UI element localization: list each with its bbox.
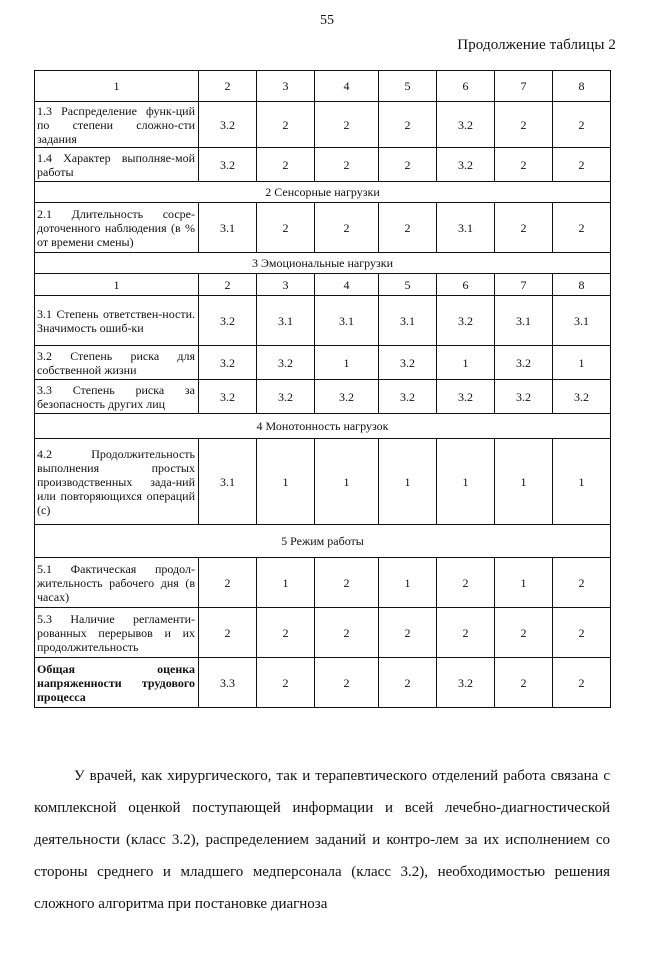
criterion-cell: 3.1 Степень ответствен-ности. Значимость ошиб-ки: [35, 296, 199, 346]
value-cell: 2: [315, 203, 379, 253]
header-cell: 8: [553, 274, 611, 296]
value-cell: 3.1: [379, 296, 437, 346]
value-cell: 2: [315, 658, 379, 708]
value-cell: 2: [257, 608, 315, 658]
section-heading: 5 Режим работы: [35, 525, 611, 558]
table-row: [35, 558, 611, 608]
value-cell: 1: [257, 439, 315, 525]
value-cell: 3.2: [199, 296, 257, 346]
value-cell: 3.2: [495, 346, 553, 380]
section-row: [35, 253, 611, 274]
value-cell: 1: [437, 346, 495, 380]
value-cell: 2: [315, 558, 379, 608]
value-cell: 3.2: [437, 296, 495, 346]
total-criterion-cell: Общая оценка напряженности трудового процесса: [35, 658, 199, 708]
value-cell: 3.1: [257, 296, 315, 346]
value-cell: 3.2: [437, 380, 495, 414]
value-cell: 2: [379, 658, 437, 708]
header-cell: 6: [437, 71, 495, 102]
criterion-cell: 1.3 Распределение функ-ций по степени сложно-сти задания: [35, 102, 199, 148]
value-cell: 1: [495, 558, 553, 608]
table-row: [35, 346, 611, 380]
value-cell: 3.1: [495, 296, 553, 346]
value-cell: 2: [437, 558, 495, 608]
criterion-cell: 5.3 Наличие регламенти-рованных перерывов и их продолжительность: [35, 608, 199, 658]
section-row: [35, 414, 611, 439]
header-cell: 3: [257, 274, 315, 296]
header-cell: 2: [199, 274, 257, 296]
value-cell: 3.2: [199, 102, 257, 148]
header-cell: 3: [257, 71, 315, 102]
value-cell: 3.2: [495, 380, 553, 414]
criterion-cell: 1.4 Характер выполняе-мой работы: [35, 148, 199, 182]
section-row: [35, 182, 611, 203]
value-cell: 1: [553, 346, 611, 380]
table-row: [35, 608, 611, 658]
header-cell: 1: [35, 71, 199, 102]
value-cell: 2: [553, 558, 611, 608]
value-cell: 1: [379, 439, 437, 525]
value-cell: 3.2: [379, 380, 437, 414]
criterion-cell: 2.1 Длительность сосре-доточенного наблюдения (в % от времени смены): [35, 203, 199, 253]
value-cell: 2: [495, 203, 553, 253]
table-continuation-caption: Продолжение таблицы 2: [457, 37, 616, 53]
section-heading: 4 Монотонность нагрузок: [35, 414, 611, 439]
header-cell: 4: [315, 71, 379, 102]
value-cell: 2: [437, 608, 495, 658]
table-row: [35, 439, 611, 525]
value-cell: 3.1: [199, 203, 257, 253]
table-row: [35, 148, 611, 182]
header-cell: 5: [379, 71, 437, 102]
value-cell: 2: [553, 608, 611, 658]
table-row: [35, 380, 611, 414]
value-cell: 2: [495, 102, 553, 148]
value-cell: 2: [257, 102, 315, 148]
section-row: [35, 525, 611, 558]
value-cell: 2: [315, 148, 379, 182]
value-cell: 3.2: [257, 380, 315, 414]
header-cell: 5: [379, 274, 437, 296]
value-cell: 2: [257, 203, 315, 253]
value-cell: 2: [199, 608, 257, 658]
table-header-row: [35, 274, 611, 296]
criterion-cell: 4.2 Продолжительность выполнения простых производственных зада-ний или повторяющихся операций (с): [35, 439, 199, 525]
value-cell: 1: [379, 558, 437, 608]
value-cell: 3.1: [315, 296, 379, 346]
value-cell: 2: [315, 102, 379, 148]
value-cell: 2: [553, 658, 611, 708]
value-cell: 3.1: [437, 203, 495, 253]
value-cell: 2: [553, 102, 611, 148]
value-cell: 3.2: [199, 148, 257, 182]
value-cell: 3.2: [315, 380, 379, 414]
value-cell: 2: [379, 102, 437, 148]
value-cell: 2: [495, 608, 553, 658]
header-cell: 1: [35, 274, 199, 296]
header-cell: 6: [437, 274, 495, 296]
value-cell: 2: [553, 203, 611, 253]
header-cell: 2: [199, 71, 257, 102]
value-cell: 3.2: [437, 102, 495, 148]
table-row: [35, 296, 611, 346]
value-cell: 3.2: [257, 346, 315, 380]
criterion-cell: 3.3 Степень риска за безопасность других лиц: [35, 380, 199, 414]
total-row: [35, 658, 611, 708]
value-cell: 1: [495, 439, 553, 525]
assessment-table: [34, 70, 611, 708]
value-cell: 2: [553, 148, 611, 182]
header-cell: 8: [553, 71, 611, 102]
value-cell: 1: [315, 346, 379, 380]
value-cell: 1: [553, 439, 611, 525]
value-cell: 1: [315, 439, 379, 525]
value-cell: 3.1: [199, 439, 257, 525]
value-cell: 2: [495, 658, 553, 708]
value-cell: 2: [257, 658, 315, 708]
body-paragraph: У врачей, как хирургического, так и терапевтического отделений работа связана с комплексной оценкой поступающей информации и всей лечебно-диагностической деятельности (класс 3.2), распределением заданий и контро-лем за их исполнением со стороны среднего и младшего медперсонала (класс 3.2), необходимостью решения сложного алгоритма при постановке диагноза: [34, 768, 610, 912]
criterion-cell: 5.1 Фактическая продол-жительность рабочего дня (в часах): [35, 558, 199, 608]
value-cell: 2: [199, 558, 257, 608]
value-cell: 3.2: [199, 380, 257, 414]
section-heading: 2 Сенсорные нагрузки: [35, 182, 611, 203]
value-cell: 2: [379, 148, 437, 182]
value-cell: 2: [257, 148, 315, 182]
value-cell: 2: [315, 608, 379, 658]
value-cell: 3.2: [553, 380, 611, 414]
value-cell: 3.2: [379, 346, 437, 380]
value-cell: 2: [379, 203, 437, 253]
header-cell: 7: [495, 71, 553, 102]
value-cell: 3.1: [553, 296, 611, 346]
table-row: [35, 102, 611, 148]
table-header-row: [35, 71, 611, 102]
value-cell: 2: [379, 608, 437, 658]
value-cell: 3.2: [199, 346, 257, 380]
value-cell: 3.2: [437, 148, 495, 182]
header-cell: 4: [315, 274, 379, 296]
value-cell: 3.3: [199, 658, 257, 708]
table-row: [35, 203, 611, 253]
value-cell: 1: [257, 558, 315, 608]
page-number: 55: [320, 13, 334, 28]
header-cell: 7: [495, 274, 553, 296]
section-heading: 3 Эмоциональные нагрузки: [35, 253, 611, 274]
value-cell: 1: [437, 439, 495, 525]
value-cell: 2: [495, 148, 553, 182]
value-cell: 3.2: [437, 658, 495, 708]
criterion-cell: 3.2 Степень риска для собственной жизни: [35, 346, 199, 380]
